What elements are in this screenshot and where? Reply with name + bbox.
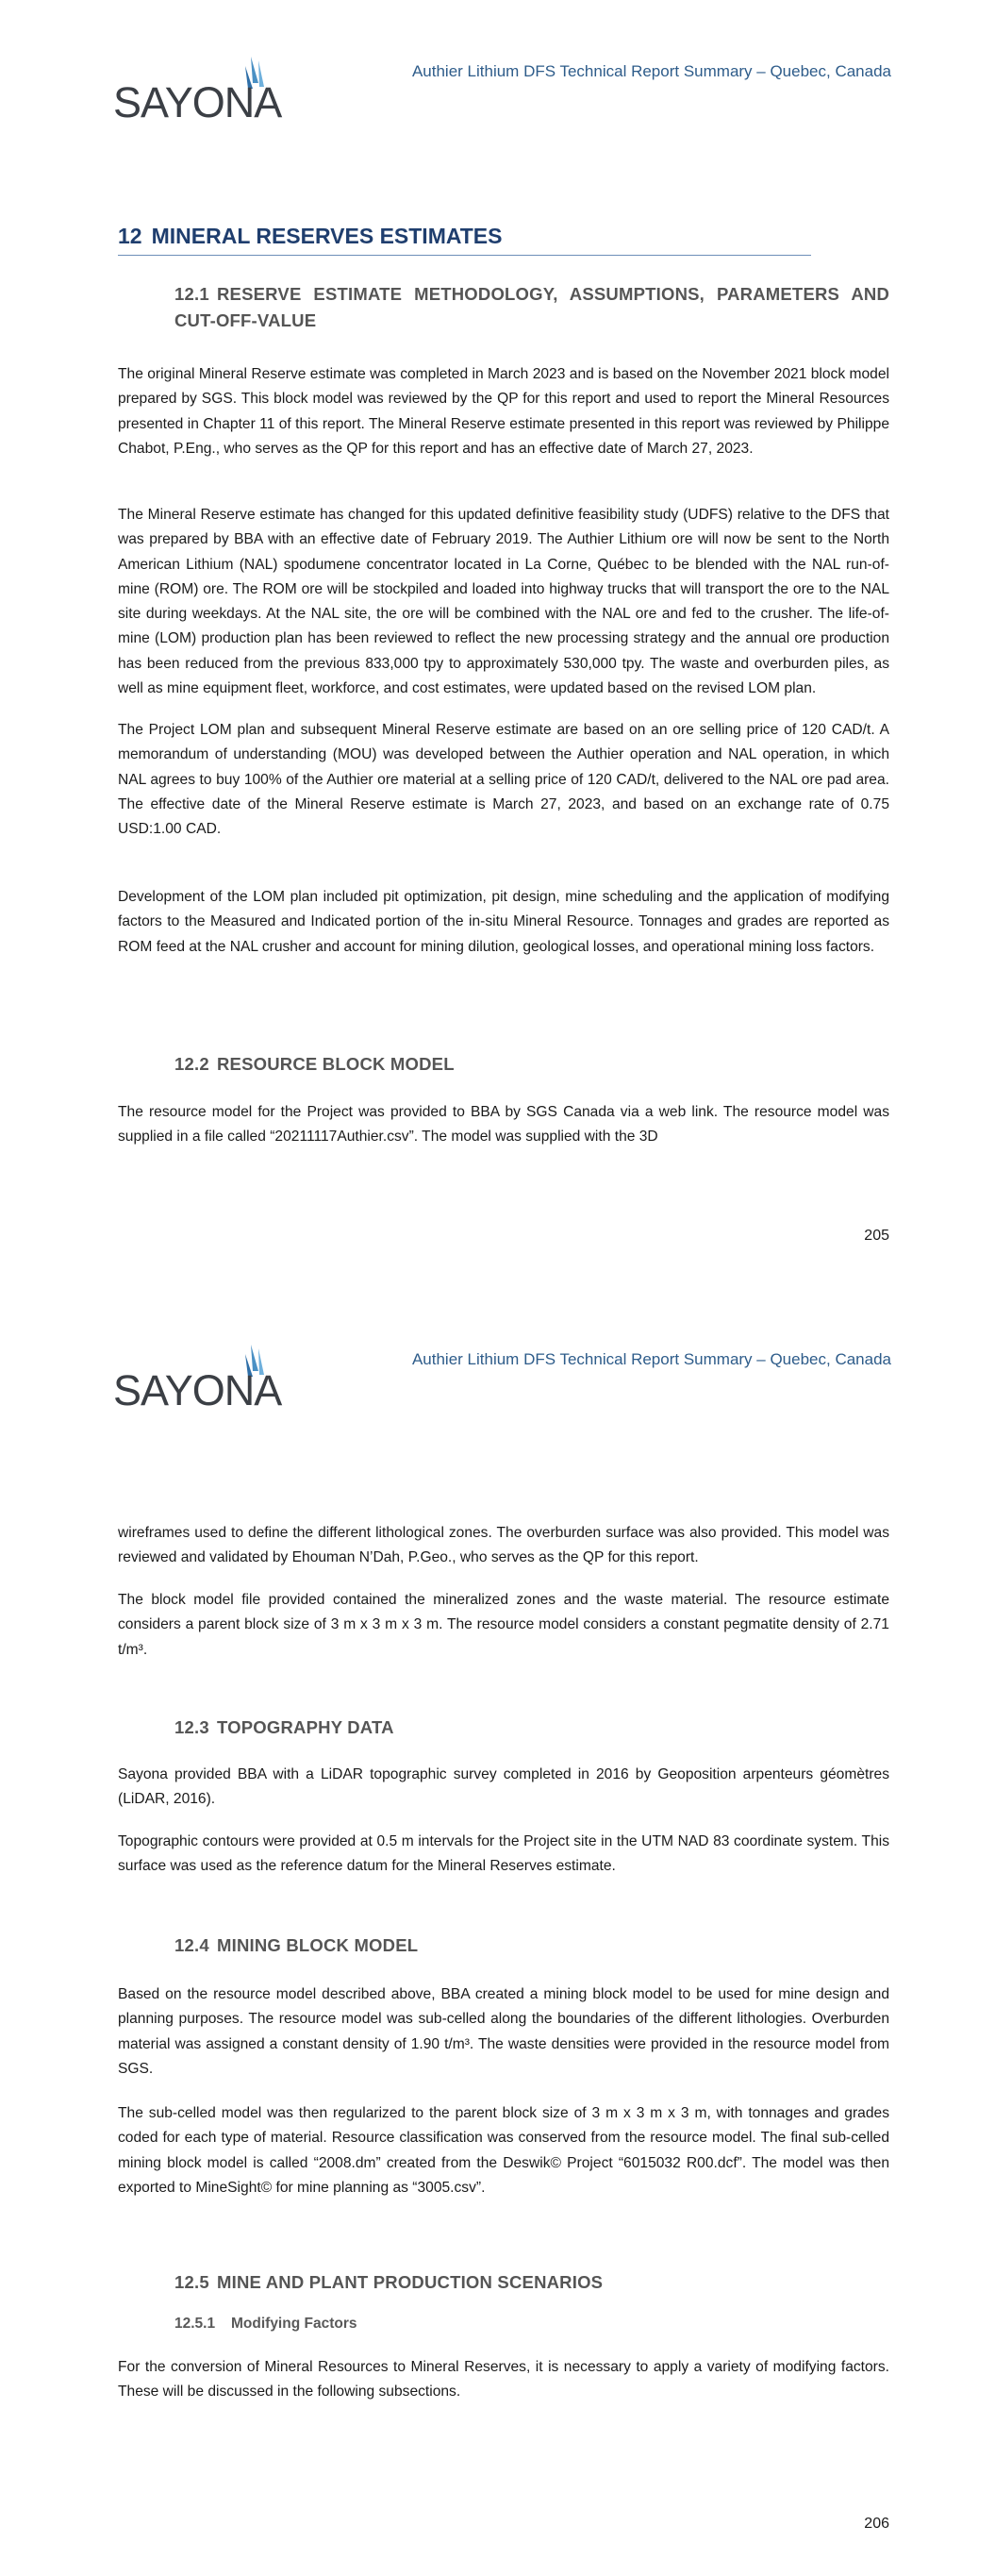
section-heading-12-5 xyxy=(174,2269,603,2296)
chapter-number: 12 xyxy=(118,224,142,248)
section-title: Modifying Factors xyxy=(231,2316,357,2332)
report-page-206 xyxy=(0,1288,995,2576)
paragraph: The resource model for the Project was provided to BBA by SGS Canada via a web link. The resource model was supplied in a file called “20211117Authier.csv”. The model was supplied with the 3D xyxy=(118,1104,889,1146)
chapter-heading xyxy=(118,224,811,256)
section-heading-12-4 xyxy=(174,1932,418,1959)
section-number: 12.2 xyxy=(174,1054,209,1074)
paragraph: The Mineral Reserve estimate has changed for this updated definitive feasibility study (UDFS) relative to the DFS that was prepared by BBA with an effective date of February 2019. The Authier Lithium ore will now be sent to the North American Lithium (NAL) spodumene concentrator located in La Corne, Québec to be blended with the NAL run-of-mine (ROM) ore. The ROM ore will be stockpiled and loaded into highway trucks that will transport the ore to the NAL site during weekdays. At the NAL site, the ore will be combined with the NAL ore and fed to the crusher. The life-of-mine (LOM) production plan has been reviewed to reflect the new processing strategy and the annual ore production has been reduced from the previous 833,000 tpy to approximately 530,000 tpy. The waste and overburden piles, as well as mine equipment fleet, workforce, and cost estimates, were updated based on the revised LOM plan. xyxy=(118,507,889,697)
paragraph: The original Mineral Reserve estimate was completed in March 2023 and is based on the November 2021 block model prepared by SGS. This block model was reviewed by the QP for this report and used to report the Mineral Resources presented in Chapter 11 of this report. The Mineral Reserve estimate presented in this report was reviewed by Philippe Chabot, P.Eng., who serves as the QP for this report and has an effective date of March 27, 2023. xyxy=(118,366,889,457)
section-title: MINING BLOCK MODEL xyxy=(217,1935,419,1955)
section-title: MINE AND PLANT PRODUCTION SCENARIOS xyxy=(217,2272,604,2292)
report-header-title: Authier Lithium DFS Technical Report Summary – Quebec, Canada xyxy=(411,62,891,80)
section-number: 12.5.1 xyxy=(174,2316,216,2332)
paragraph: The sub-celled model was then regularized to the parent block size of 3 m x 3 m x 3 m, with tonnages and grades coded for each type of material. Resource classification was conserved from the resource model. The final sub-celled mining block model is called “2008.dm” created from the Deswik© Project “6015032 R00.dcf”. The model was then exported to MineSight© for mine planning as “3005.csv”. xyxy=(118,2105,889,2196)
paragraph: The block model file provided contained the mineralized zones and the waste material. The resource estimate considers a parent block size of 3 m x 3 m x 3 m. The resource model considers a constant pegmatite density of 2.71 t/m³. xyxy=(118,1592,889,1658)
section-title: RESOURCE BLOCK MODEL xyxy=(217,1054,455,1074)
section-heading-12-2 xyxy=(174,1051,455,1078)
sayona-logo xyxy=(111,1343,286,1413)
section-title: RESERVE ESTIMATE METHODOLOGY, ASSUMPTIONS, PARAMETERS AND CUT-OFF-VALUE xyxy=(174,284,889,330)
section-number: 12.1 xyxy=(174,284,209,304)
paragraph: Based on the resource model described above, BBA created a mining block model to be used for mine design and planning purposes. The resource model was sub-celled along the boundaries of the different lithologies. Overburden material was assigned a constant density of 1.90 t/m³. The waste densities were provided in the resource model from SGS. xyxy=(118,1986,889,2077)
page-number: 206 xyxy=(864,2516,889,2532)
sayona-logo xyxy=(111,55,286,125)
page-number: 205 xyxy=(864,1228,889,1244)
section-heading-12-1 xyxy=(174,281,889,334)
section-number: 12.4 xyxy=(174,1935,209,1955)
paragraph: Sayona provided BBA with a LiDAR topographic survey completed in 2016 by Geoposition arpenteurs géomètres (LiDAR, 2016). xyxy=(118,1766,889,1808)
chapter-title: MINERAL RESERVES ESTIMATES xyxy=(151,224,503,248)
report-header-title: Authier Lithium DFS Technical Report Summary – Quebec, Canada xyxy=(411,1350,891,1368)
section-heading-12-3 xyxy=(174,1715,394,1741)
logo-wordmark: SAYONA xyxy=(113,1366,282,1413)
paragraph: The Project LOM plan and subsequent Mineral Reserve estimate are based on an ore selling price of 120 CAD/t. A memorandum of understanding (MOU) was developed between the Authier operation and NAL operation, in which NAL agrees to buy 100% of the Authier ore material at a selling price of 120 CAD/t, delivered to the NAL ore pad area. The effective date of the Mineral Reserve estimate is March 27, 2023, and based on an exchange rate of 0.75 USD:1.00 CAD. xyxy=(118,722,889,838)
section-number: 12.3 xyxy=(174,1717,209,1737)
section-title: TOPOGRAPHY DATA xyxy=(217,1717,394,1737)
paragraph: For the conversion of Mineral Resources to Mineral Reserves, it is necessary to apply a variety of modifying factors. These will be discussed in the following subsections. xyxy=(118,2359,889,2400)
logo-wordmark: SAYONA xyxy=(113,78,282,125)
paragraph: Development of the LOM plan included pit optimization, pit design, mine scheduling and the application of modifying factors to the Measured and Indicated portion of the in-situ Mineral Resource. Tonnages and grades are reported as ROM feed at the NAL crusher and account for mining dilution, geological losses, and operational mining loss factors. xyxy=(118,889,889,955)
paragraph: wireframes used to define the different lithological zones. The overburden surface was also provided. This model was reviewed and validated by Ehouman N’Dah, P.Geo., who serves as the QP for this report. xyxy=(118,1525,889,1566)
section-heading-12-5-1 xyxy=(174,2316,357,2333)
section-number: 12.5 xyxy=(174,2272,209,2292)
paragraph: Topographic contours were provided at 0.5 m intervals for the Project site in the UTM NAD 83 coordinate system. This surface was used as the reference datum for the Mineral Reserves estimate. xyxy=(118,1833,889,1875)
